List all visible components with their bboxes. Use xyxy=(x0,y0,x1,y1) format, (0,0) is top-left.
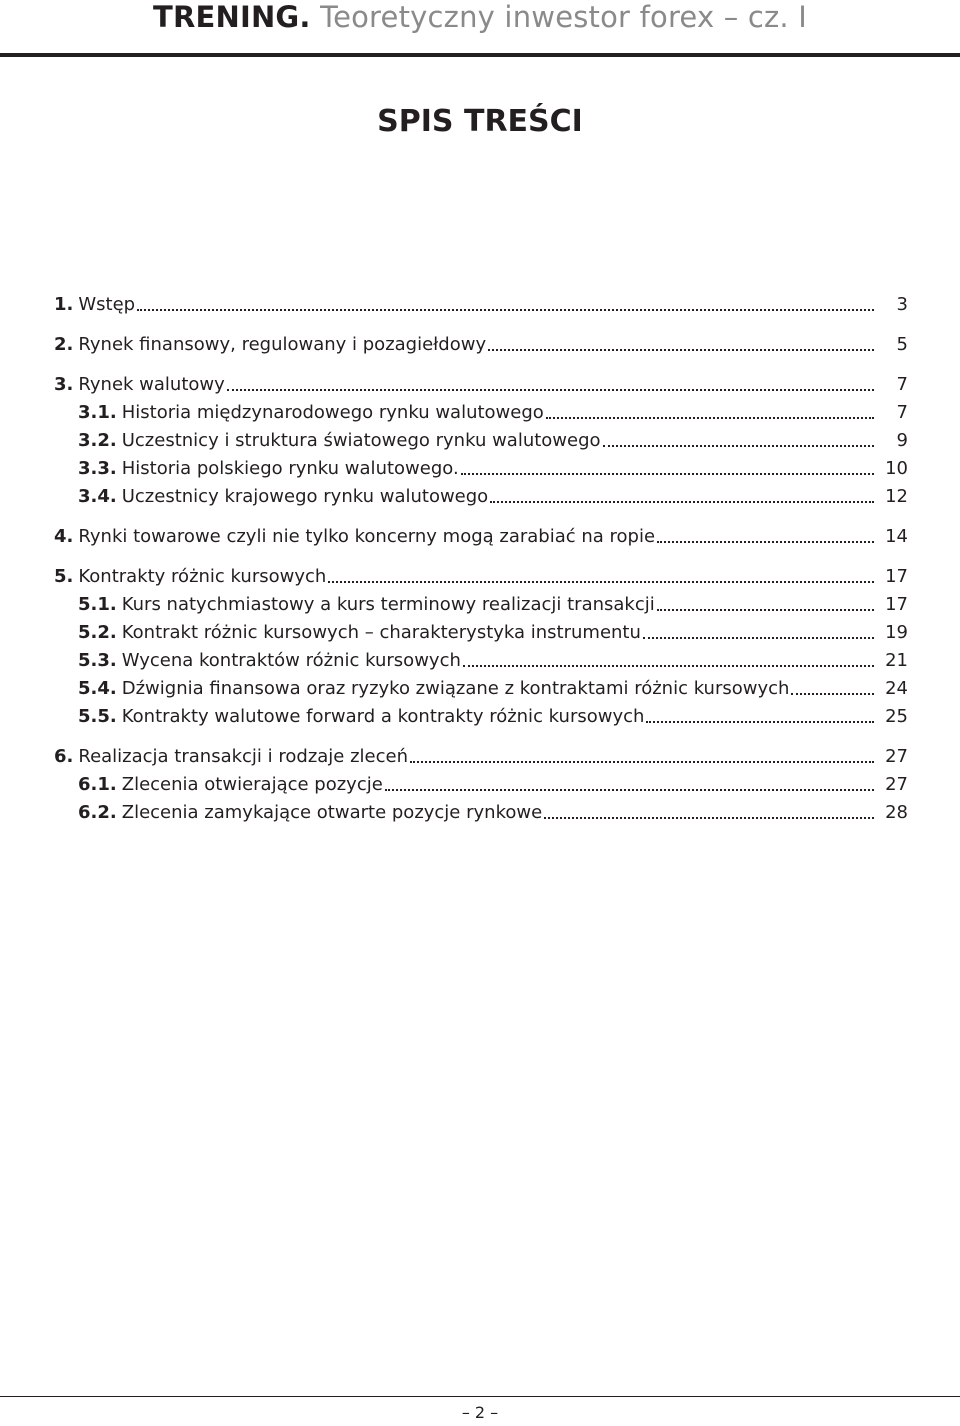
toc-entry-page: 3 xyxy=(896,294,908,315)
toc-entry-number: 3.2. xyxy=(78,430,117,451)
toc-entry-number: 5.4. xyxy=(78,678,117,699)
dot-leader xyxy=(603,445,874,447)
toc-entry-number: 6. xyxy=(54,746,74,767)
toc-entry-number: 5.5. xyxy=(78,706,117,727)
toc-heading: SPIS TREŚCI xyxy=(377,104,583,139)
page-number: – 2 – xyxy=(461,1403,499,1422)
toc-entry-label: Rynek walutowy xyxy=(78,374,225,395)
toc-entry-number: 3.4. xyxy=(78,486,117,507)
toc-entry-page: 24 xyxy=(885,678,908,699)
toc-entry-number: 6.1. xyxy=(78,774,117,795)
toc-entry[interactable] xyxy=(54,289,908,317)
toc-entry-number: 5.2. xyxy=(78,622,117,643)
dot-leader xyxy=(463,665,874,667)
toc-entry-page: 25 xyxy=(885,706,908,727)
toc-entry-label: Zlecenia otwierające pozycje xyxy=(121,774,383,795)
toc-entry-label: Dźwignia finansowa oraz ryzyko związane z kontraktami różnic kursowych xyxy=(121,678,790,699)
dot-leader xyxy=(546,417,874,419)
dot-leader xyxy=(490,501,874,503)
toc-subentry[interactable] xyxy=(78,673,908,701)
toc-entry-number: 6.2. xyxy=(78,802,117,823)
toc-entry-label: Wstęp xyxy=(78,294,136,315)
dot-leader xyxy=(461,473,874,475)
toc-entry-number: 5.3. xyxy=(78,650,117,671)
toc-entry-label: Uczestnicy i struktura światowego rynku walutowego xyxy=(121,430,601,451)
toc-subentry[interactable] xyxy=(78,425,908,453)
toc-entry-page: 10 xyxy=(885,458,908,479)
toc-entry[interactable] xyxy=(54,741,908,769)
dot-leader xyxy=(643,637,874,639)
toc-entry-page: 7 xyxy=(896,402,908,423)
toc-entry-label: Historia międzynarodowego rynku walutowego xyxy=(121,402,544,423)
dot-leader xyxy=(385,789,874,791)
page-header xyxy=(0,0,960,60)
toc-entry-label: Kurs natychmiastowy a kurs terminowy realizacji transakcji xyxy=(121,594,655,615)
dot-leader xyxy=(646,721,874,723)
toc-subentry[interactable] xyxy=(78,769,908,797)
toc-entry-page: 12 xyxy=(885,486,908,507)
toc-entry-page: 27 xyxy=(885,774,908,795)
toc-entry[interactable] xyxy=(54,329,908,357)
toc-entry[interactable] xyxy=(54,521,908,549)
dot-leader xyxy=(791,693,874,695)
document-title-light: Teoretyczny inwestor forex – cz. I xyxy=(320,0,808,34)
toc-entry-page: 9 xyxy=(896,430,908,451)
dot-leader xyxy=(328,581,874,583)
dot-leader xyxy=(657,541,874,543)
toc-subentry[interactable] xyxy=(78,589,908,617)
toc-entry[interactable] xyxy=(54,369,908,397)
toc-entry-label: Uczestnicy krajowego rynku walutowego xyxy=(121,486,489,507)
toc-entry-number: 5. xyxy=(54,566,74,587)
toc-entry-number: 3.1. xyxy=(78,402,117,423)
toc-subentry[interactable] xyxy=(78,797,908,825)
dot-leader xyxy=(410,761,874,763)
dot-leader xyxy=(657,609,874,611)
toc-entry-label: Rynki towarowe czyli nie tylko koncerny mogą zarabiać na ropie xyxy=(78,526,656,547)
header-divider xyxy=(0,53,960,57)
toc-entry[interactable] xyxy=(54,561,908,589)
toc-entry-label: Rynek finansowy, regulowany i pozagiełdowy xyxy=(78,334,487,355)
toc-entry-number: 1. xyxy=(54,294,74,315)
toc-entry-page: 5 xyxy=(896,334,908,355)
toc-subentry[interactable] xyxy=(78,481,908,509)
dot-leader xyxy=(137,309,874,311)
document-title xyxy=(0,0,960,34)
toc-entry-page: 21 xyxy=(885,650,908,671)
toc-entry-page: 7 xyxy=(896,374,908,395)
dot-leader xyxy=(488,349,874,351)
toc-subentry[interactable] xyxy=(78,645,908,673)
toc-entry-label: Kontrakty walutowe forward a kontrakty różnic kursowych xyxy=(121,706,645,727)
toc-entry-page: 14 xyxy=(885,526,908,547)
toc-entry-number: 4. xyxy=(54,526,74,547)
toc-subentry[interactable] xyxy=(78,453,908,481)
document-title-bold: TRENING. xyxy=(152,0,311,34)
dot-leader xyxy=(544,817,874,819)
dot-leader xyxy=(227,389,874,391)
toc-subentry[interactable] xyxy=(78,397,908,425)
toc-entry-label: Historia polskiego rynku walutowego. xyxy=(121,458,459,479)
toc-entry-number: 3.3. xyxy=(78,458,117,479)
toc-subentry[interactable] xyxy=(78,701,908,729)
toc-entry-page: 28 xyxy=(885,802,908,823)
toc-entry-page: 17 xyxy=(885,594,908,615)
toc-entry-number: 5.1. xyxy=(78,594,117,615)
toc-entry-label: Realizacja transakcji i rodzaje zleceń xyxy=(78,746,408,767)
toc-entry-page: 27 xyxy=(885,746,908,767)
toc-entry-number: 2. xyxy=(54,334,74,355)
toc-entry-label: Wycena kontraktów różnic kursowych xyxy=(121,650,461,671)
toc-entry-label: Kontrakty różnic kursowych xyxy=(78,566,327,587)
toc-entry-page: 19 xyxy=(885,622,908,643)
toc-entry-label: Zlecenia zamykające otwarte pozycje rynkowe xyxy=(121,802,543,823)
toc-subentry[interactable] xyxy=(78,617,908,645)
toc-entry-page: 17 xyxy=(885,566,908,587)
toc-entry-number: 3. xyxy=(54,374,74,395)
footer-divider xyxy=(0,1396,960,1397)
toc-entry-label: Kontrakt różnic kursowych – charakterystyka instrumentu xyxy=(121,622,641,643)
